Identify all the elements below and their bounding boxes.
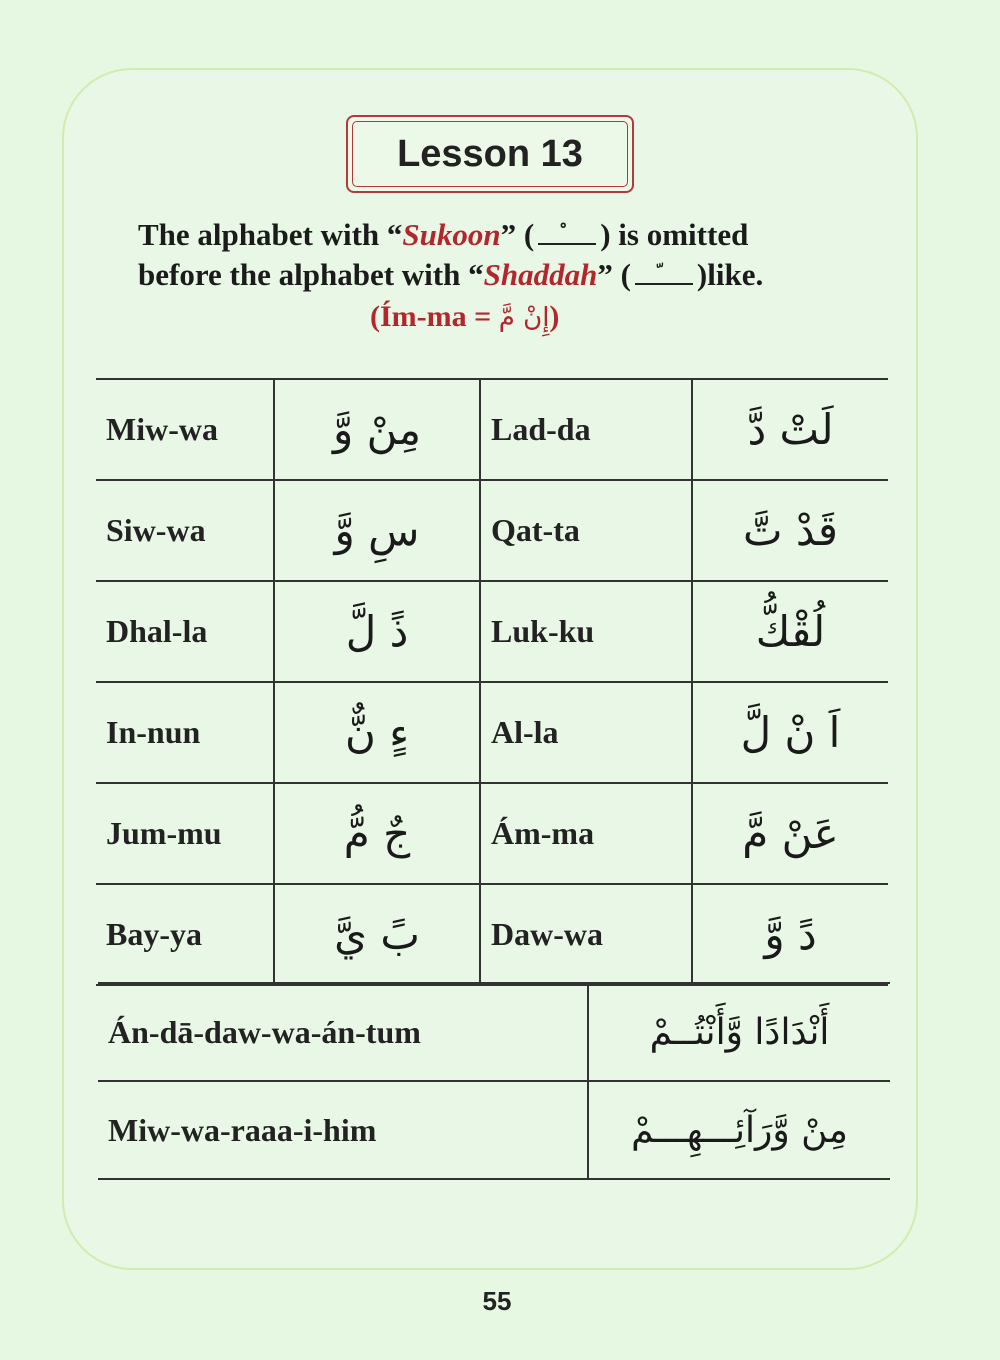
table-row (96, 480, 888, 581)
lesson-title-box (346, 115, 634, 193)
intro-text-part: before the alphabet with “ (138, 257, 484, 292)
intro-text (138, 215, 868, 295)
table-row (96, 682, 888, 783)
table-row (98, 1081, 890, 1179)
shaddah-mark (635, 265, 693, 285)
arabic-cell: ءٍ نٌّ (274, 682, 480, 783)
table-row (96, 581, 888, 682)
table-row (96, 884, 888, 985)
example-close: ) (549, 300, 560, 333)
intro-text-part: )like. (696, 257, 764, 292)
example-arabic: إِنْ مَّ (498, 303, 550, 333)
sukoon-mark (538, 225, 596, 245)
translit-cell: Án-dā-daw-wa-án-tum (98, 983, 588, 1081)
table-row (96, 783, 888, 884)
arabic-cell: قَدْ تَّ (692, 480, 888, 581)
arabic-cell: بً يَّ (274, 884, 480, 985)
shaddah-term: Shaddah (483, 257, 598, 292)
arabic-cell: أَنْدَادًا وَّأَنْتُــمْ (588, 983, 890, 1081)
intro-text-part: ” ( (500, 217, 535, 252)
arabic-cell: عَنْ مَّ (692, 783, 888, 884)
intro-text-part: The alphabet with “ (138, 217, 403, 252)
phrase-table (98, 982, 890, 1180)
page-number: 55 (482, 1286, 512, 1316)
translit-cell: Miw-wa (96, 379, 274, 480)
translit-cell: Luk-ku (480, 581, 692, 682)
lesson-title: Lesson 13 (352, 121, 628, 187)
arabic-cell: مِنْ وَّ (274, 379, 480, 480)
arabic-cell: دً وَّ (692, 884, 888, 985)
arabic-cell: اَ نْ لَّ (692, 682, 888, 783)
intro-line-2 (138, 255, 868, 295)
intro-text-part: ” ( (597, 257, 631, 292)
intro-line-1 (138, 215, 868, 255)
translit-cell: In-nun (96, 682, 274, 783)
translit-cell: Bay-ya (96, 884, 274, 985)
arabic-cell: جٌ مُّ (274, 783, 480, 884)
arabic-cell: ذً لَّ (274, 581, 480, 682)
word-table (96, 378, 888, 986)
arabic-cell: لُقْكُّ (692, 581, 888, 682)
translit-cell: Jum-mu (96, 783, 274, 884)
translit-cell: Lad-da (480, 379, 692, 480)
translit-cell: Ám-ma (480, 783, 692, 884)
table-row (96, 379, 888, 480)
translit-cell: Al-la (480, 682, 692, 783)
translit-cell: Miw-wa-raaa-i-him (98, 1081, 588, 1179)
intro-text-part: ) is omitted (600, 217, 749, 252)
arabic-cell: لَتْ دَّ (692, 379, 888, 480)
translit-cell: Dhal-la (96, 581, 274, 682)
translit-cell: Daw-wa (480, 884, 692, 985)
example-formula (370, 300, 670, 334)
translit-cell: Siw-wa (96, 480, 274, 581)
arabic-cell: مِنْ وَّرَآئِـــهِـــمْ (588, 1081, 890, 1179)
arabic-cell: سِ وَّ (274, 480, 480, 581)
example-translit: (Ím-ma = (370, 300, 499, 333)
table-row (98, 983, 890, 1081)
sukoon-term: Sukoon (402, 217, 501, 252)
translit-cell: Qat-ta (480, 480, 692, 581)
